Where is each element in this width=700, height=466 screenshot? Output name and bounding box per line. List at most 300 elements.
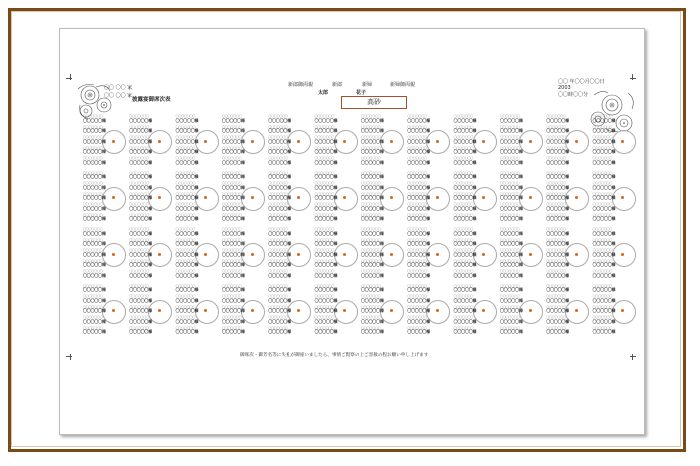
seat-guest-name: 〇〇〇〇〇様 [222,251,245,257]
seat-guest-name: 〇〇〇〇〇様 [175,287,199,293]
seat-guest-title: 〇〇〇〇〇〇〇 [500,170,520,175]
seat-entry [315,285,338,293]
seat-guest-title: 〇〇〇〇〇〇〇 [453,135,474,139]
seat-guest-title: 〇〇〇〇〇〇〇 [268,170,288,175]
seat-guest-title: 〇〇〇〇〇〇〇 [129,202,149,206]
seat-guest-title: 〇〇〇〇〇〇〇 [361,212,381,217]
seat-guest-name: 〇〇〇〇〇様 [314,318,338,324]
seat-entry [222,203,245,211]
table-center-dot [390,196,393,199]
groom-parents-label: 新郎御両親 [288,82,314,88]
seat-guest-title: 〇〇〇〇〇〇〇 [83,248,103,252]
date-time: 〇〇時〇〇分 [558,91,589,98]
seat-guest-name: 〇〇〇〇〇様 [592,128,616,134]
guest-table [545,113,591,170]
seat-guest-title: 〇〇〇〇〇〇〇 [546,283,566,288]
seat-guest-title: 〇〇〇〇〇〇〇 [268,135,288,139]
guest-table [175,113,221,170]
seat-entry [268,260,291,268]
seat-entry [268,327,291,335]
seat-guest-name: 〇〇〇〇〇様 [175,138,199,144]
seat-guest-title: 〇〇〇〇〇〇〇 [546,304,566,309]
table-center-dot [436,140,439,143]
seat-guest-name: 〇〇〇〇〇様 [129,272,153,278]
seat-entry [593,228,616,236]
guest-table [175,170,221,227]
date-block [558,79,605,98]
seat-guest-name: 〇〇〇〇〇様 [361,272,384,278]
seat-guest-title: 〇〇〇〇〇〇〇 [175,227,196,231]
seat-guest-name: 〇〇〇〇〇様 [592,205,616,211]
seat-guest-title: 〇〇〇〇〇〇〇 [546,135,566,139]
seat-guest-name: 〇〇〇〇〇様 [407,272,431,278]
bride-parents-label: 新婦御両親 [390,82,416,88]
table-center-dot [575,140,578,143]
seat-guest-title: 〇〇〇〇〇〇〇 [407,156,427,160]
seat-guest-name: 〇〇〇〇〇様 [129,149,153,155]
seat-guest-title: 〇〇〇〇〇〇〇 [592,237,613,242]
seat-entry [361,203,384,211]
guest-table [314,170,360,227]
seat-guest-title: 〇〇〇〇〇〇〇 [175,237,196,242]
seat-guest-title: 〇〇〇〇〇〇〇 [407,315,427,319]
seat-guest-name: 〇〇〇〇〇様 [500,318,523,324]
seat-guest-title: 〇〇〇〇〇〇〇 [500,304,520,309]
seat-entry [83,203,106,211]
seat-guest-name: 〇〇〇〇〇様 [268,149,292,155]
seat-guest-title: 〇〇〇〇〇〇〇 [407,191,427,196]
seat-guest-title: 〇〇〇〇〇〇〇 [129,170,149,175]
seat-entry [361,249,384,257]
seat-entry [83,260,106,268]
seat-guest-title: 〇〇〇〇〇〇〇 [453,304,474,309]
seat-entry [407,316,430,324]
seat-guest-name: 〇〇〇〇〇様 [222,241,245,247]
seat-guest-name: 〇〇〇〇〇様 [500,308,523,314]
guest-table [499,283,545,340]
guest-table [267,226,313,283]
seat-entry [361,270,384,278]
guest-table [360,113,406,170]
seat-guest-title: 〇〇〇〇〇〇〇 [453,191,474,196]
seat-guest-title: 〇〇〇〇〇〇〇 [175,202,196,206]
seat-entry [593,157,616,165]
seat-entry [129,295,152,303]
venue-left-label: 〇〇 〇〇 家 [104,85,133,91]
seat-entry [500,270,523,278]
seat-guest-name: 〇〇〇〇〇様 [83,318,106,324]
guest-table [82,226,128,283]
seat-guest-name: 〇〇〇〇〇様 [361,138,384,144]
seat-guest-name: 〇〇〇〇〇様 [592,159,616,165]
seat-entry [268,126,291,134]
seat-guest-title: 〇〇〇〇〇〇〇 [222,283,242,288]
footer-note: 御席次・御芳名等に失礼が御座いましたら、事情ご賢察の上ご容赦の程お願い申し上げます [240,353,429,358]
seat-guest-title: 〇〇〇〇〇〇〇 [222,156,242,160]
seat-guest-title: 〇〇〇〇〇〇〇 [361,114,381,118]
seat-guest-name: 〇〇〇〇〇様 [268,241,292,247]
seat-guest-name: 〇〇〇〇〇様 [546,184,570,190]
seat-guest-name: 〇〇〇〇〇様 [453,195,477,201]
seat-guest-name: 〇〇〇〇〇様 [314,149,338,155]
seat-guest-title: 〇〇〇〇〇〇〇 [592,124,613,129]
seat-guest-name: 〇〇〇〇〇様 [129,262,153,268]
date-label: 〇〇 年〇〇月〇〇日 [558,79,605,85]
seat-guest-name: 〇〇〇〇〇様 [361,117,384,123]
seat-entry [176,260,199,268]
seat-entry [546,316,569,324]
seat-entry [315,228,338,236]
guest-table [592,226,638,283]
seat-guest-name: 〇〇〇〇〇様 [268,128,292,134]
seat-guest-name: 〇〇〇〇〇様 [314,308,338,314]
seat-guest-name: 〇〇〇〇〇様 [222,205,245,211]
seat-guest-title: 〇〇〇〇〇〇〇 [546,170,566,175]
seat-guest-name: 〇〇〇〇〇様 [361,174,384,180]
seat-entry [222,136,245,144]
seat-guest-title: 〇〇〇〇〇〇〇 [83,114,103,118]
seat-entry [83,285,106,293]
seat-guest-name: 〇〇〇〇〇様 [222,149,245,155]
seat-guest-title: 〇〇〇〇〇〇〇 [453,283,474,288]
seat-guest-name: 〇〇〇〇〇様 [314,128,338,134]
seat-entry [500,172,523,180]
seat-entry [407,285,430,293]
guest-table [175,283,221,340]
seat-entry [129,260,152,268]
seat-guest-name: 〇〇〇〇〇様 [268,262,292,268]
seat-entry [315,260,338,268]
seat-entry [454,285,477,293]
seat-guest-title: 〇〇〇〇〇〇〇 [407,145,427,150]
seat-entry [546,260,569,268]
seat-guest-title: 〇〇〇〇〇〇〇 [407,170,427,175]
seat-guest-name: 〇〇〇〇〇様 [500,230,523,236]
table-center-dot [251,196,254,199]
seat-guest-title: 〇〇〇〇〇〇〇 [83,269,103,273]
seat-entry [361,182,384,190]
seat-guest-name: 〇〇〇〇〇様 [175,184,199,190]
seat-guest-title: 〇〇〇〇〇〇〇 [268,283,288,288]
seat-entry [407,327,430,335]
seat-guest-name: 〇〇〇〇〇様 [453,216,477,222]
seat-guest-title: 〇〇〇〇〇〇〇 [592,283,613,288]
seat-guest-name: 〇〇〇〇〇様 [592,230,616,236]
table-center-dot [251,253,254,256]
seat-guest-title: 〇〇〇〇〇〇〇 [500,114,520,118]
seat-guest-name: 〇〇〇〇〇様 [546,308,570,314]
seat-guest-title: 〇〇〇〇〇〇〇 [500,227,520,231]
seat-guest-title: 〇〇〇〇〇〇〇 [361,191,381,196]
seat-guest-title: 〇〇〇〇〇〇〇 [546,248,566,252]
seat-entry [454,115,477,123]
seat-guest-title: 〇〇〇〇〇〇〇 [83,304,103,309]
seat-guest-title: 〇〇〇〇〇〇〇 [407,124,427,129]
seat-entry [361,228,384,236]
seat-guest-name: 〇〇〇〇〇様 [592,138,616,144]
seat-entry [176,249,199,257]
seat-guest-title: 〇〇〇〇〇〇〇 [592,304,613,309]
head-table-label: 高砂 [367,98,381,106]
seat-guest-title: 〇〇〇〇〇〇〇 [453,212,474,217]
table-center-dot [529,309,532,312]
seat-guest-title: 〇〇〇〇〇〇〇 [500,202,520,206]
table-center-dot [390,309,393,312]
seat-guest-title: 〇〇〇〇〇〇〇 [314,269,335,273]
seat-entry [222,228,245,236]
seat-entry [315,306,338,314]
seat-entry [407,115,430,123]
seat-entry [454,203,477,211]
seat-entry [83,157,106,165]
seat-entry [129,306,152,314]
seat-entry [129,249,152,257]
seat-guest-name: 〇〇〇〇〇様 [546,262,570,268]
seat-guest-title: 〇〇〇〇〇〇〇 [546,156,566,160]
seat-guest-name: 〇〇〇〇〇様 [268,138,292,144]
seat-entry [83,136,106,144]
seat-entry [454,327,477,335]
seat-entry [268,193,291,201]
seat-guest-name: 〇〇〇〇〇様 [453,318,477,324]
seat-guest-name: 〇〇〇〇〇様 [453,308,477,314]
guest-table [499,113,545,170]
seat-entry [500,327,523,335]
seat-guest-title: 〇〇〇〇〇〇〇 [453,258,474,263]
seat-guest-title: 〇〇〇〇〇〇〇 [546,325,566,330]
seat-guest-title: 〇〇〇〇〇〇〇 [129,258,149,263]
seat-guest-title: 〇〇〇〇〇〇〇 [268,212,288,217]
seat-guest-name: 〇〇〇〇〇様 [129,195,153,201]
groom-name: 太郎 [318,90,329,96]
seat-guest-title: 〇〇〇〇〇〇〇 [453,294,474,298]
seat-guest-name: 〇〇〇〇〇様 [361,318,384,324]
seat-entry [129,327,152,335]
seat-guest-name: 〇〇〇〇〇様 [268,272,292,278]
seat-guest-title: 〇〇〇〇〇〇〇 [453,156,474,160]
seat-guest-title: 〇〇〇〇〇〇〇 [83,145,103,150]
guest-table [128,283,174,340]
seat-guest-name: 〇〇〇〇〇様 [546,272,570,278]
seat-guest-title: 〇〇〇〇〇〇〇 [361,135,381,139]
guest-table [453,170,499,227]
seat-guest-name: 〇〇〇〇〇様 [361,230,384,236]
seat-guest-title: 〇〇〇〇〇〇〇 [592,191,613,196]
seat-guest-title: 〇〇〇〇〇〇〇 [268,315,288,319]
guest-table [406,226,452,283]
seat-guest-title: 〇〇〇〇〇〇〇 [500,248,520,252]
seat-guest-title: 〇〇〇〇〇〇〇 [83,170,103,175]
seat-guest-name: 〇〇〇〇〇様 [592,195,616,201]
seat-entry [83,249,106,257]
seat-guest-title: 〇〇〇〇〇〇〇 [129,325,149,330]
seat-entry [500,260,523,268]
seat-guest-title: 〇〇〇〇〇〇〇 [407,294,427,298]
seat-guest-name: 〇〇〇〇〇様 [83,159,106,165]
seat-guest-title: 〇〇〇〇〇〇〇 [407,135,427,139]
seat-guest-title: 〇〇〇〇〇〇〇 [453,269,474,273]
seat-guest-title: 〇〇〇〇〇〇〇 [175,304,196,309]
seat-guest-name: 〇〇〇〇〇様 [83,195,106,201]
seat-entry [546,295,569,303]
seat-guest-title: 〇〇〇〇〇〇〇 [83,283,103,288]
seat-entry [454,295,477,303]
seat-entry [315,249,338,257]
seat-guest-name: 〇〇〇〇〇様 [453,205,477,211]
seat-guest-title: 〇〇〇〇〇〇〇 [129,135,149,139]
guest-table [406,170,452,227]
table-center-dot [158,140,161,143]
seat-entry [454,260,477,268]
seat-guest-name: 〇〇〇〇〇様 [592,241,616,247]
seat-guest-title: 〇〇〇〇〇〇〇 [407,114,427,118]
seat-guest-title: 〇〇〇〇〇〇〇 [546,269,566,273]
seat-entry [546,285,569,293]
seat-guest-title: 〇〇〇〇〇〇〇 [361,145,381,150]
seat-guest-name: 〇〇〇〇〇様 [407,251,431,257]
seat-entry [546,136,569,144]
guest-table [221,226,267,283]
seat-entry [315,327,338,335]
seat-guest-name: 〇〇〇〇〇様 [83,297,106,303]
seat-entry [361,306,384,314]
seat-entry [407,172,430,180]
seat-entry [500,228,523,236]
seat-guest-name: 〇〇〇〇〇様 [175,216,199,222]
seat-entry [315,203,338,211]
seat-entry [268,228,291,236]
seat-guest-name: 〇〇〇〇〇様 [546,128,570,134]
seat-entry [454,239,477,247]
seat-guest-name: 〇〇〇〇〇様 [500,184,523,190]
seat-entry [268,239,291,247]
seat-guest-title: 〇〇〇〇〇〇〇 [500,269,520,273]
seat-entry [83,193,106,201]
guest-table [545,226,591,283]
table-center-dot [297,253,300,256]
date-year: 2003 [558,85,571,92]
seat-entry [454,228,477,236]
seat-guest-name: 〇〇〇〇〇様 [453,287,477,293]
seat-guest-title: 〇〇〇〇〇〇〇 [546,294,566,298]
seat-guest-name: 〇〇〇〇〇様 [175,329,199,335]
seat-guest-title: 〇〇〇〇〇〇〇 [546,145,566,150]
seat-entry [454,249,477,257]
seat-guest-name: 〇〇〇〇〇様 [500,297,523,303]
seat-guest-name: 〇〇〇〇〇様 [268,117,292,123]
seat-entry [268,115,291,123]
seat-entry [83,115,106,123]
seat-entry [176,295,199,303]
seat-guest-title: 〇〇〇〇〇〇〇 [592,170,613,175]
seat-guest-title: 〇〇〇〇〇〇〇 [453,237,474,242]
seat-entry [83,182,106,190]
seat-guest-name: 〇〇〇〇〇様 [314,138,338,144]
seat-guest-title: 〇〇〇〇〇〇〇 [129,304,149,309]
seat-guest-name: 〇〇〇〇〇様 [268,184,292,190]
seat-guest-title: 〇〇〇〇〇〇〇 [546,181,566,185]
seat-guest-title: 〇〇〇〇〇〇〇 [407,283,427,288]
seat-guest-name: 〇〇〇〇〇様 [83,205,106,211]
seat-guest-name: 〇〇〇〇〇様 [314,241,338,247]
seat-guest-title: 〇〇〇〇〇〇〇 [314,135,335,139]
seat-guest-title: 〇〇〇〇〇〇〇 [222,135,242,139]
seat-entry [361,126,384,134]
seat-entry [315,214,338,222]
seat-entry [593,260,616,268]
seat-guest-name: 〇〇〇〇〇様 [592,117,616,123]
seat-guest-title: 〇〇〇〇〇〇〇 [314,212,335,217]
seat-guest-title: 〇〇〇〇〇〇〇 [592,315,613,319]
seat-entry [176,182,199,190]
seat-guest-title: 〇〇〇〇〇〇〇 [222,237,242,242]
seat-entry [176,228,199,236]
seat-guest-name: 〇〇〇〇〇様 [407,287,431,293]
seat-guest-title: 〇〇〇〇〇〇〇 [500,124,520,129]
seat-entry [593,239,616,247]
seat-guest-title: 〇〇〇〇〇〇〇 [500,191,520,196]
seat-guest-name: 〇〇〇〇〇様 [268,329,292,335]
seat-guest-name: 〇〇〇〇〇様 [361,329,384,335]
seat-entry [546,306,569,314]
seat-guest-title: 〇〇〇〇〇〇〇 [314,170,335,175]
seat-guest-name: 〇〇〇〇〇様 [129,174,153,180]
seat-guest-title: 〇〇〇〇〇〇〇 [407,237,427,242]
seat-entry [83,214,106,222]
seat-guest-name: 〇〇〇〇〇様 [407,205,431,211]
seat-entry [268,147,291,155]
seat-entry [176,239,199,247]
seat-entry [129,147,152,155]
seat-guest-name: 〇〇〇〇〇様 [592,272,616,278]
seat-guest-title: 〇〇〇〇〇〇〇 [314,114,335,118]
seat-guest-name: 〇〇〇〇〇様 [268,159,292,165]
seat-entry [500,157,523,165]
seat-guest-title: 〇〇〇〇〇〇〇 [592,145,613,150]
seat-guest-title: 〇〇〇〇〇〇〇 [83,181,103,185]
seat-entry [268,249,291,257]
seat-entry [500,295,523,303]
seat-guest-name: 〇〇〇〇〇様 [453,159,477,165]
seat-entry [546,239,569,247]
seat-guest-name: 〇〇〇〇〇様 [453,149,477,155]
guest-table [453,113,499,170]
seat-entry [222,239,245,247]
seat-guest-title: 〇〇〇〇〇〇〇 [361,237,381,242]
seat-guest-title: 〇〇〇〇〇〇〇 [500,145,520,150]
seat-guest-name: 〇〇〇〇〇様 [268,174,292,180]
seat-guest-title: 〇〇〇〇〇〇〇 [546,114,566,118]
guest-table [82,113,128,170]
seat-guest-title: 〇〇〇〇〇〇〇 [314,181,335,185]
seat-guest-title: 〇〇〇〇〇〇〇 [268,248,288,252]
seat-guest-title: 〇〇〇〇〇〇〇 [268,269,288,273]
seat-guest-name: 〇〇〇〇〇様 [546,251,570,257]
seat-guest-title: 〇〇〇〇〇〇〇 [314,227,335,231]
seat-guest-title: 〇〇〇〇〇〇〇 [453,181,474,185]
seat-guest-title: 〇〇〇〇〇〇〇 [314,145,335,150]
seat-guest-title: 〇〇〇〇〇〇〇 [500,325,520,330]
seat-entry [407,249,430,257]
guest-tables-grid [82,113,638,339]
guest-table [592,283,638,340]
seat-guest-title: 〇〇〇〇〇〇〇 [175,283,196,288]
seat-guest-name: 〇〇〇〇〇様 [453,297,477,303]
seat-guest-name: 〇〇〇〇〇様 [83,329,106,335]
guest-table [545,170,591,227]
crop-mark [66,78,72,85]
crop-mark [630,78,636,85]
